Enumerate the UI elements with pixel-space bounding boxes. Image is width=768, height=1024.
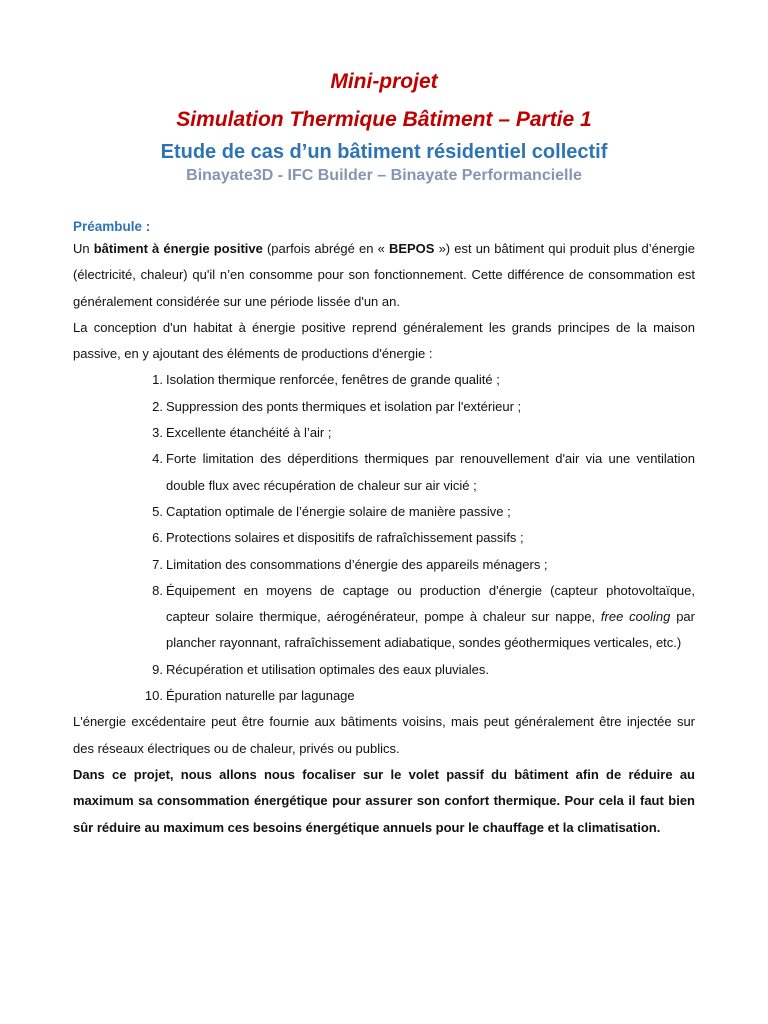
list-item [73,446,695,499]
list-number: 4. [152,451,163,467]
list-item [73,394,695,420]
bold-term: BEPOS [388,241,435,256]
document-tools-line: Binayate3D - IFC Builder – Binayate Performancielle [186,167,582,184]
list-number: 1. [152,372,163,388]
list-number: 10. [144,688,163,704]
list-item [73,525,695,551]
document-title-line2: Simulation Thermique Bâtiment – Partie 1 [176,108,592,131]
title-block [0,66,768,186]
bold-term: bâtiment à énergie positive [93,241,263,256]
list-item-text: Forte limitation des déperditions thermiques par renouvellement d'air via une ventilation double flux avec récupération de chaleur sur air vicié ; [166,451,695,493]
italic-term: free cooling [600,609,671,625]
list-item-text: par plancher rayonnant, rafraîchissement adiabatique, sondes géothermiques verticales, etc.) [166,609,695,651]
list-item-text: Excellente étanchéité à l’air ; [166,425,332,441]
document-body [73,218,695,841]
paragraph-surplus: L'énergie excédentaire peut être fournie aux bâtiments voisins, mais peut généralement être injectée sur des réseaux électriques ou de chaleur, privés ou publics. [73,714,695,756]
list-item-text: Isolation thermique renforcée, fenêtres de grande qualité ; [166,372,500,388]
list-number: 3. [152,425,163,441]
document-subtitle: Etude de cas d’un bâtiment résidentiel collectif [160,141,608,163]
list-item [73,552,695,578]
paragraph-text: ») est un bâtiment qui produit plus d’énergie (électricité, chaleur) qu'il n’en consomme pour son fonctionnement. Cette différence de consommation est généralement considérée sur une période lissée d'un an. [73,241,696,309]
list-number: 8. [152,582,163,598]
list-item [73,367,695,393]
list-item-text: Épuration naturelle par lagunage [166,688,355,704]
paragraph-project-focus: Dans ce projet, nous allons nous focaliser sur le volet passif du bâtiment afin de réduire au maximum sa consommation énergétique pour assurer son confort thermique. Pour cela il faut bien sûr réduire au maximum ces besoins énergétique annuels pour le chauffage et la climatisation. [73,766,695,835]
paragraph-bepos [73,236,695,315]
list-item [73,420,695,446]
list-item [73,683,695,709]
list-number: 6. [152,530,163,546]
list-number: 9. [152,661,163,677]
preamble-heading: Préambule : [73,219,151,234]
list-item-text: Récupération et utilisation optimales des eaux pluviales. [166,661,490,677]
list-item [73,657,695,683]
list-item-text: Suppression des ponts thermiques et isolation par l'extérieur ; [166,398,522,414]
list-item [73,578,695,657]
list-item-text: Équipement en moyens de captage ou production d'énergie (capteur photovoltaïque, capteur solaire thermique, aérogénérateur, pompe à chaleur sur nappe, [166,582,695,625]
paragraph-text: Un [73,241,94,256]
list-number: 7. [152,556,163,572]
list-number: 5. [152,503,163,519]
list-item-text: Captation optimale de l’énergie solaire de manière passive ; [166,503,511,519]
list-item [73,499,695,525]
list-item-text: Protections solaires et dispositifs de rafraîchissement passifs ; [166,530,524,546]
document-title: Mini-projet [330,70,438,93]
paragraph-text: (parfois abrégé en « [262,241,389,256]
list-number: 2. [152,398,163,414]
principles-list [73,367,695,709]
list-item-text: Limitation des consommations d’énergie des appareils ménagers ; [166,556,548,572]
paragraph-conception: La conception d'un habitat à énergie positive reprend généralement les grands principes de la maison passive, en y ajoutant des éléments de productions d'énergie : [73,319,695,362]
